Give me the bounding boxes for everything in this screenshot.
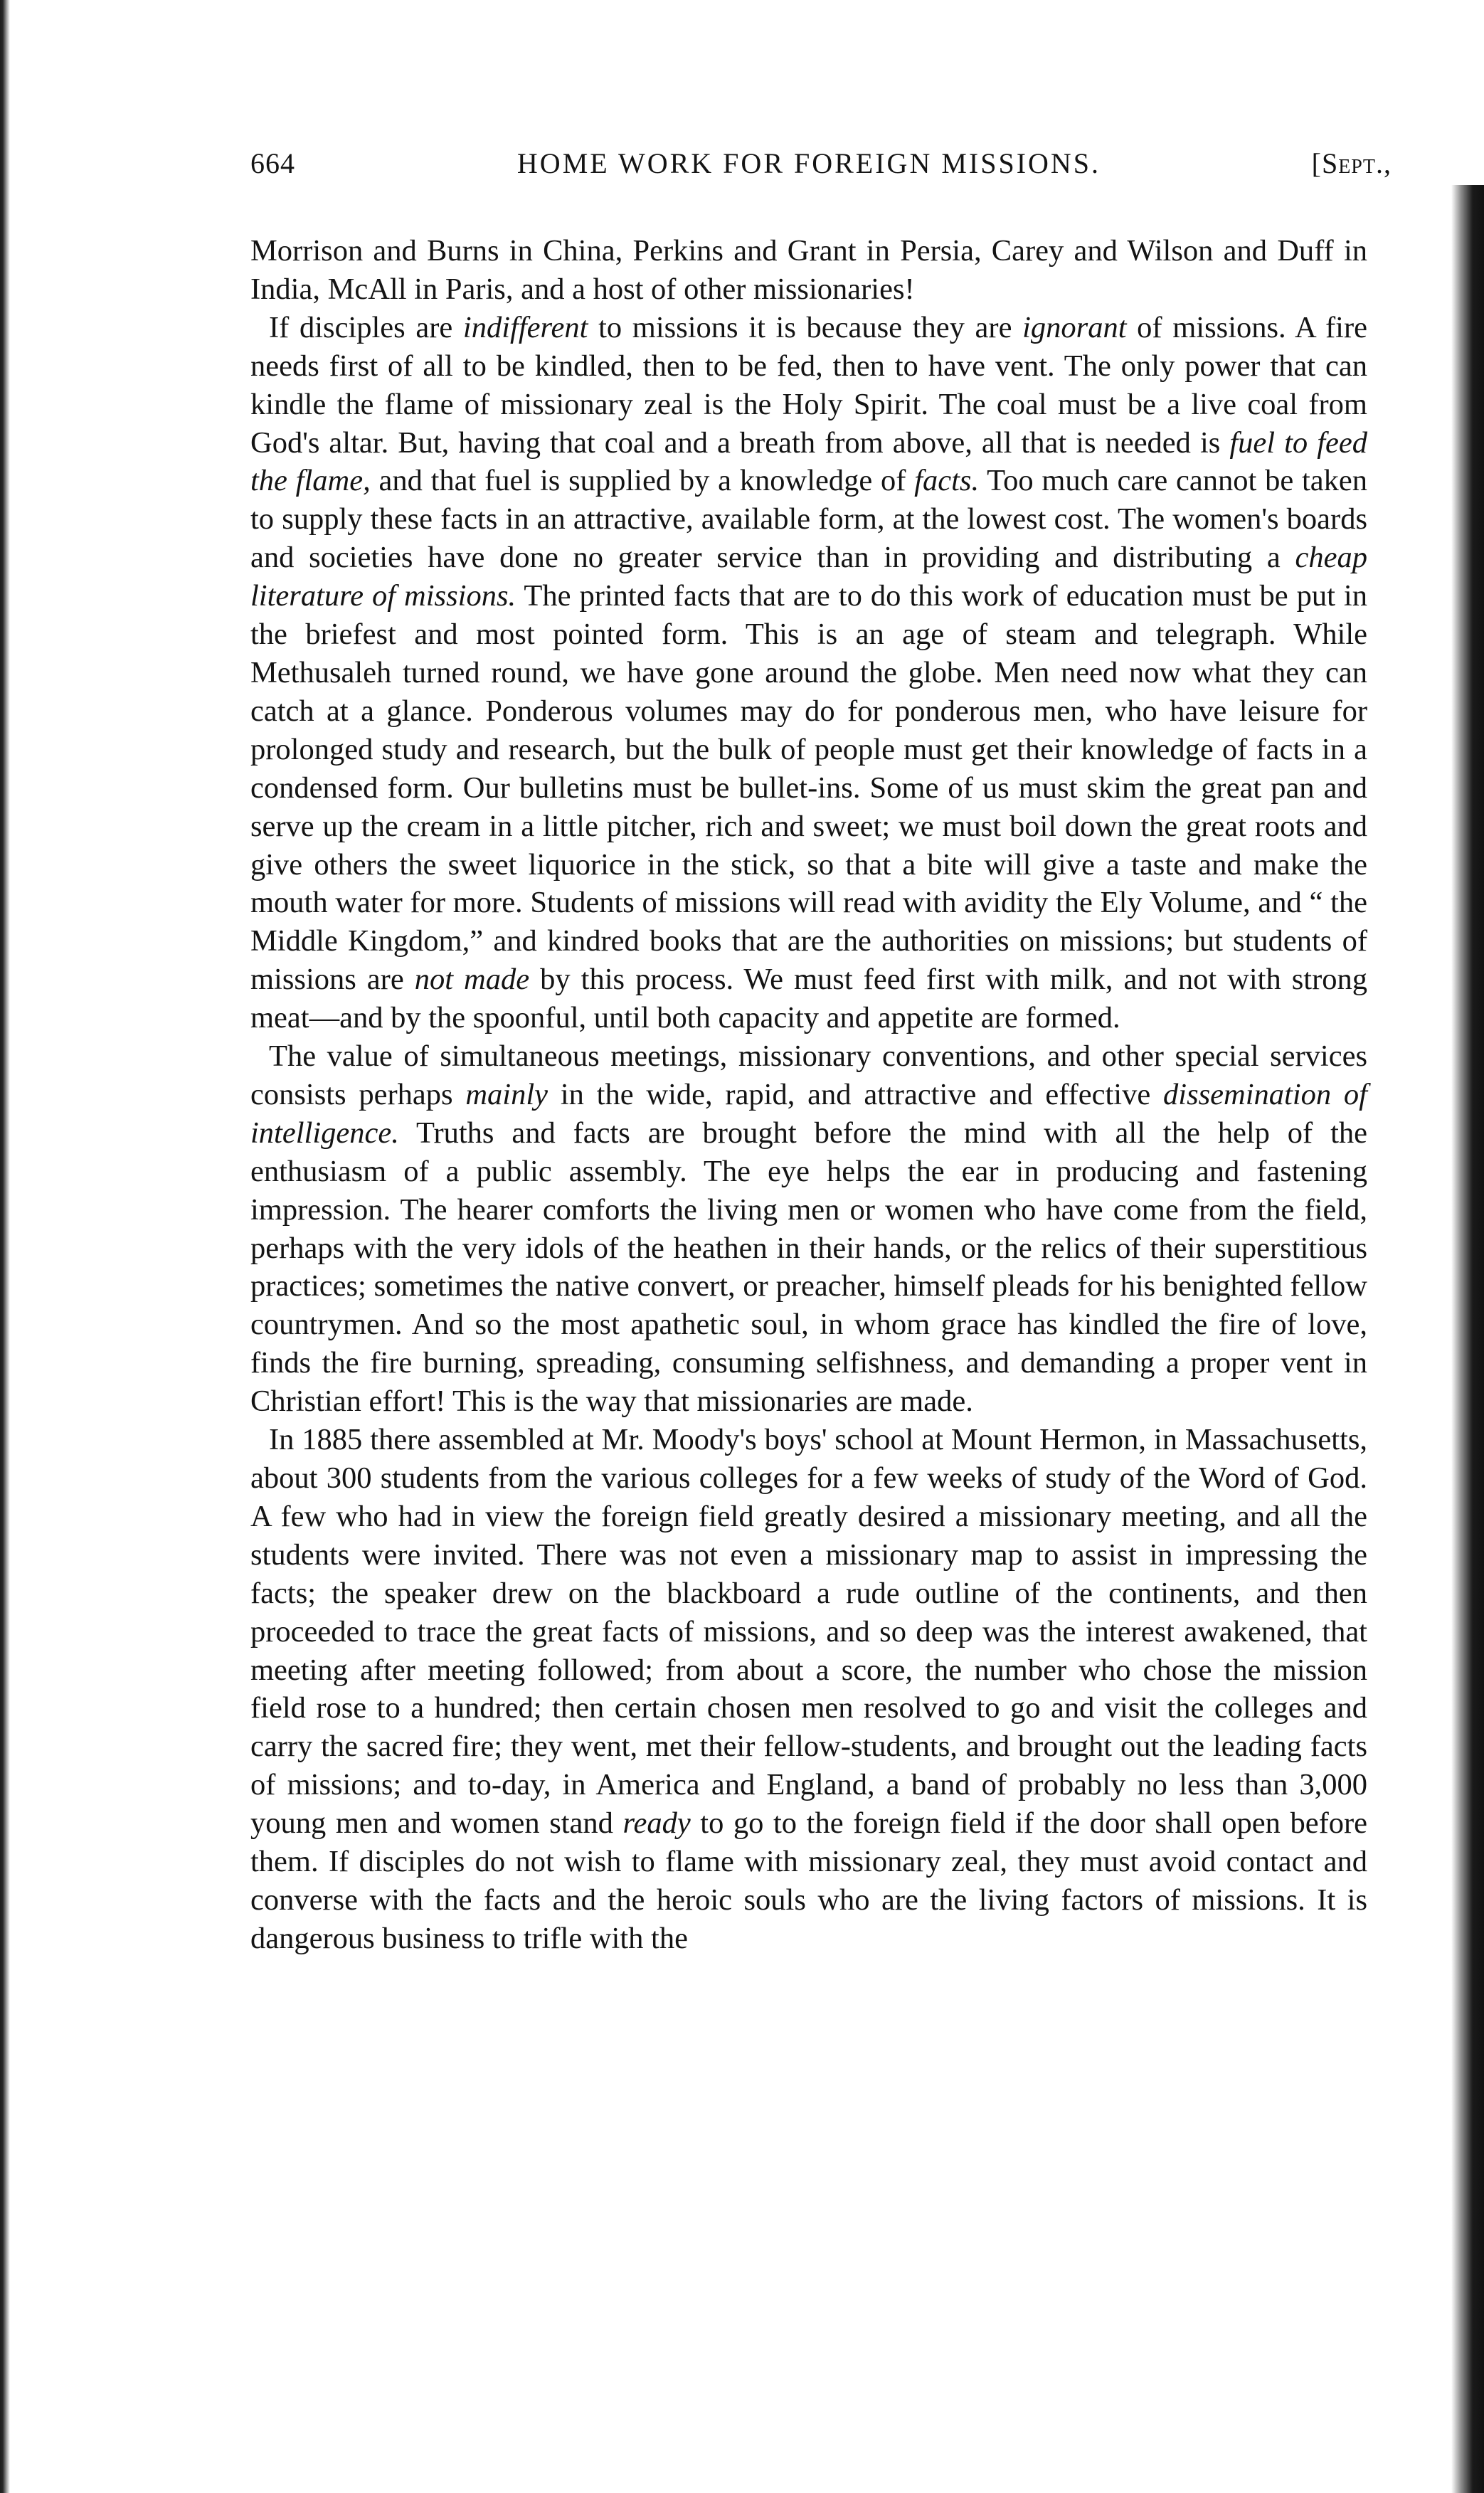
paragraph-indifferent-ignorant: [250, 309, 1367, 1037]
text-run: to missions it is because they are: [588, 310, 1023, 344]
italic-run: ready: [622, 1806, 691, 1841]
italic-run: not made: [414, 963, 530, 997]
page-number: 664: [250, 147, 295, 179]
book-page: [250, 147, 1392, 1958]
text-run: of missions. A fire needs first of all to be kindled, then to be fed, then to have vent. The only power that can kindle the flame of missionary zeal is the Holy Spirit. The coal must be a live coal from God's altar. But, having that coal and a breath from above, all that is needed is: [250, 310, 1367, 460]
italic-run: fuel to feed the flame,: [250, 425, 1367, 498]
italic-run: ignorant: [1022, 310, 1127, 344]
text-run: The printed facts that are to do this work of education must be put in the briefest and most pointed form. This is an age of steam and telegraph. While Methusaleh turned round, we have gone around the globe. Men need now what they can catch at a glance. Ponderous volumes may do for ponderous men, who have leisure for prolonged study and research, but the bulk of people must get their knowledge of facts in a condensed form. Our bulletins must be bullet-ins. Some of us must skim the great pan and serve up the cream in a little pitcher, rich and sweet; we must boil down the great roots and give others the sweet liquorice in the stick, so that a bite will give a taste and make the mouth water for more. Students of missions will read with avidity the Ely Volume, and “ the Middle Kingdom,” and kindred books that are the authorities on missions; but students of missions are: [250, 579, 1367, 997]
body-text: [250, 232, 1367, 1958]
running-head: [250, 147, 1392, 189]
italic-run: mainly: [465, 1077, 548, 1111]
paragraph-simultaneous-meetings: [250, 1037, 1367, 1421]
text-run: and that fuel is supplied by a knowledge of: [370, 464, 915, 498]
scan-binding-edge-left: [0, 0, 10, 2493]
italic-run: indifferent: [462, 310, 588, 344]
scan-binding-edge-right: [1451, 185, 1484, 2493]
text-run: In 1885 there assembled at Mr. Moody's boys' school at Mount Hermon, in Massachusetts, about 300 students from the various colleges for a few weeks of study of the Word of God. A few who had in view the foreign field greatly desired a missionary meeting, and all the students were invited. There was not even a missionary map to assist in impressing the facts; the speaker drew on the blackboard a rude outline of the continents, and then proceeded to trace the great facts of missions, and so deep was the interest awakened, that meeting after meeting followed; from about a score, the number who chose the mission field rose to a hundred; then certain chosen men resolved to go and visit the colleges and carry the sacred fire; they went, met their fellow-students, and brought out the leading facts of missions; and to-day, in America and England, a band of probably no less than 3,000 young men and women stand: [250, 1423, 1367, 1841]
text-run: in the wide, rapid, and attractive and effective: [548, 1077, 1164, 1111]
running-month: [Sept.,: [1311, 147, 1392, 179]
italic-run: dissemination of intelligence.: [250, 1077, 1367, 1150]
text-run: by this process. We must feed first with milk, and not with strong meat—and by the spoonful, until both capacity and appetite are formed.: [250, 963, 1367, 1035]
text-run: The value of simultaneous meetings, missionary conventions, and other special services consists perhaps: [250, 1039, 1367, 1111]
italic-run: cheap literature of missions.: [250, 541, 1367, 613]
paragraph-mount-hermon-1885: [250, 1421, 1367, 1958]
text-run: If disciples are: [269, 310, 463, 344]
italic-run: facts.: [914, 464, 980, 498]
text-run: Truths and facts are brought before the mind with all the help of the enthusiasm of a public assembly. The eye helps the ear in producing and fastening impression. The hearer comforts the living men or women who have come from the field, perhaps with the very idols of the heathen in their hands, or the relics of their superstitious practices; sometimes the native convert, or preacher, himself pleads for his benighted fellow countrymen. And so the most apathetic soul, in whom grace has kindled the fire of love, finds the fire burning, spreading, consuming selfishness, and demanding a proper vent in Christian effort! This is the way that missionaries are made.: [250, 1116, 1367, 1419]
text-run: Too much care cannot be taken to supply these facts in an attractive, available form, at the lowest cost. The women's boards and societies have done no greater service than in providing and distributing a: [250, 464, 1367, 575]
text-run: Morrison and Burns in China, Perkins and Grant in Persia, Carey and Wilson and Duff in India, McAll in Paris, and a host of other missionaries!: [250, 234, 1367, 306]
text-run: to go to the foreign field if the door shall open before them. If disciples do not wish to flame with missionary zeal, they must avoid contact and converse with the facts and the heroic souls who are the living factors of missions. It is dangerous business to trifle with the: [250, 1806, 1367, 1955]
paragraph-missionary-names: [250, 232, 1367, 309]
running-title: HOME WORK FOR FOREIGN MISSIONS.: [516, 147, 1101, 179]
